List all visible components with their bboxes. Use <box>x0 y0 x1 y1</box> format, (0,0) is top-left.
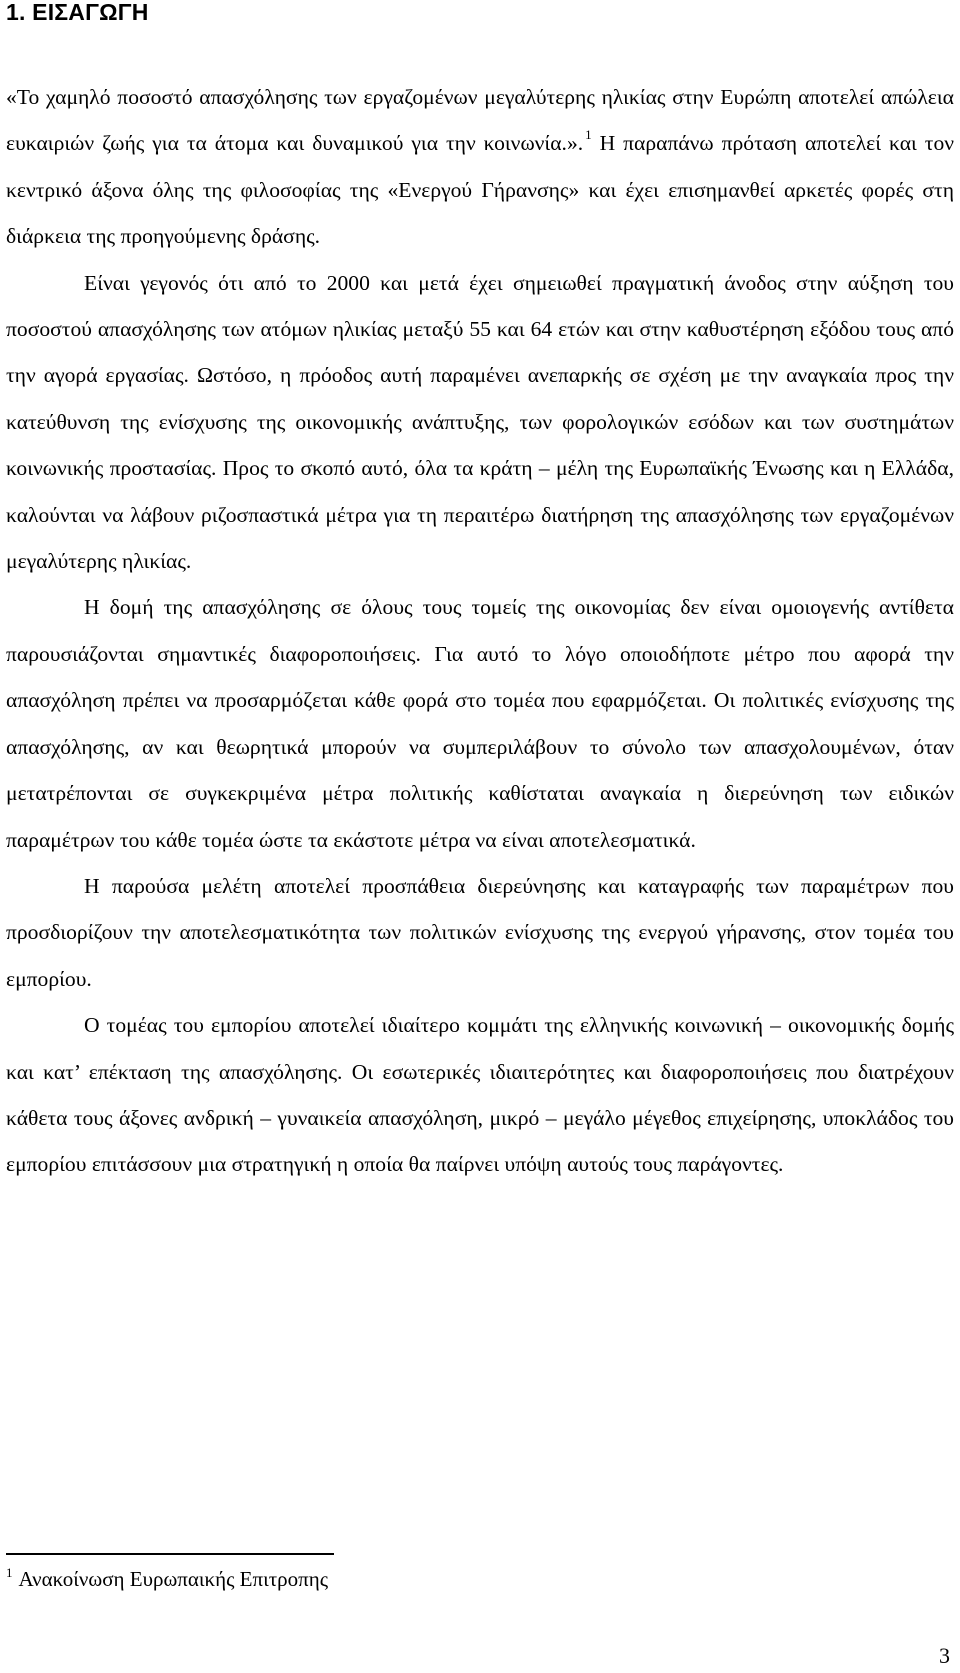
footnote-text: Ανακοίνωση Ευρωπαικής Επιτροπης <box>18 1567 329 1591</box>
paragraph-3: Η δομή της απασχόλησης σε όλους τους τομείς της οικονομίας δεν είναι ομοιογενής αντίθετα παρουσιάζονται σημαντικές διαφοροποιήσεις. Για αυτό το λόγο οποιοδήποτε μέτρο που αφορά την απασχόληση πρέπει να προσαρμόζεται κάθε φορά στο τομέα που εφαρμόζεται. Οι πολιτικές ενίσχυσης της απασχόλησης, αν και θεωρητικά μπορούν να συμπεριλάβουν το σύνολο των απασχολουμένων, όταν μετατρέπονται σε συγκεκριμένα μέτρα πολιτικής καθίσταται αναγκαία η διερεύνηση των ειδικών παραμέτρων του κάθε τομέα ώστε τα εκάστοτε μέτρα να είναι αποτελεσματικά. <box>6 595 954 852</box>
paragraph-1-text-after-ref: Η παραπάνω πρόταση αποτελεί και τον κεντρικό άξονα όλης της φιλοσοφίας της «Ενεργού Γήρανσης» και έχει επισημανθεί αρκετές φορές στη διάρκεια της προηγούμενης δράσης. <box>6 131 955 249</box>
footnote-mark: 1 <box>6 1565 13 1580</box>
paragraph-1 <box>6 74 954 260</box>
footnote-reference[interactable]: 1 <box>585 127 592 143</box>
section-heading: 1. ΕΙΣΑΓΩΓΗ <box>6 0 149 25</box>
footnote-separator <box>6 1553 334 1555</box>
paragraph-5: Ο τομέας του εμπορίου αποτελεί ιδιαίτερο κομμάτι της ελληνικής κοινωνική – οικονομικής δομής και κατ’ επέκταση της απασχόλησης. Οι εσωτερικές ιδιαιτερότητες και διαφοροποιήσεις που διατρέχουν κάθετα τους άξονες ανδρική – γυναικεία απασχόληση, μικρό – μεγάλο μέγεθος επιχείρησης, υποκλάδος του εμπορίου επιτάσσουν μια στρατηγική η οποία θα παίρνει υπόψη αυτούς τους παράγοντες. <box>6 1013 954 1177</box>
document-body <box>6 74 954 1188</box>
footnote <box>6 1567 328 1591</box>
paragraph-1-text-before-ref: «Το χαμηλό ποσοστό απασχόλησης των εργαζομένων μεγαλύτερης ηλικίας στην Ευρώπη αποτελεί απώλεια ευκαιριών ζωής για τα άτομα και δυναμικού για την κοινωνία.». <box>6 85 954 156</box>
document-page <box>6 0 954 1188</box>
page-number: 3 <box>939 1643 950 1668</box>
paragraph-2: Είναι γεγονός ότι από το 2000 και μετά έχει σημειωθεί πραγματική άνοδος στην αύξηση του ποσοστού απασχόλησης των ατόμων ηλικίας μεταξύ 55 και 64 ετών και στην καθυστέρηση εξόδου τους από την αγορά εργασίας. Ωστόσο, η πρόοδος αυτή παραμένει ανεπαρκής σε σχέση με την αναγκαία προς την κατεύθυνση της ενίσχυσης της οικονομικής ανάπτυξης, των φορολογικών εσόδων και των συστημάτων κοινωνικής προστασίας. Προς το σκοπό αυτό, όλα τα κράτη – μέλη της Ευρωπαϊκής Ένωσης και η Ελλάδα, καλούνται να λάβουν ριζοσπαστικά μέτρα για τη περαιτέρω διατήρηση της απασχόλησης των εργαζομένων μεγαλύτερης ηλικίας. <box>6 270 954 574</box>
paragraph-4: Η παρούσα μελέτη αποτελεί προσπάθεια διερεύνησης και καταγραφής των παραμέτρων που προσδιορίζουν την αποτελεσματικότητα των πολιτικών ενίσχυσης της ενεργού γήρανσης, στον τομέα του εμπορίου. <box>6 873 954 991</box>
